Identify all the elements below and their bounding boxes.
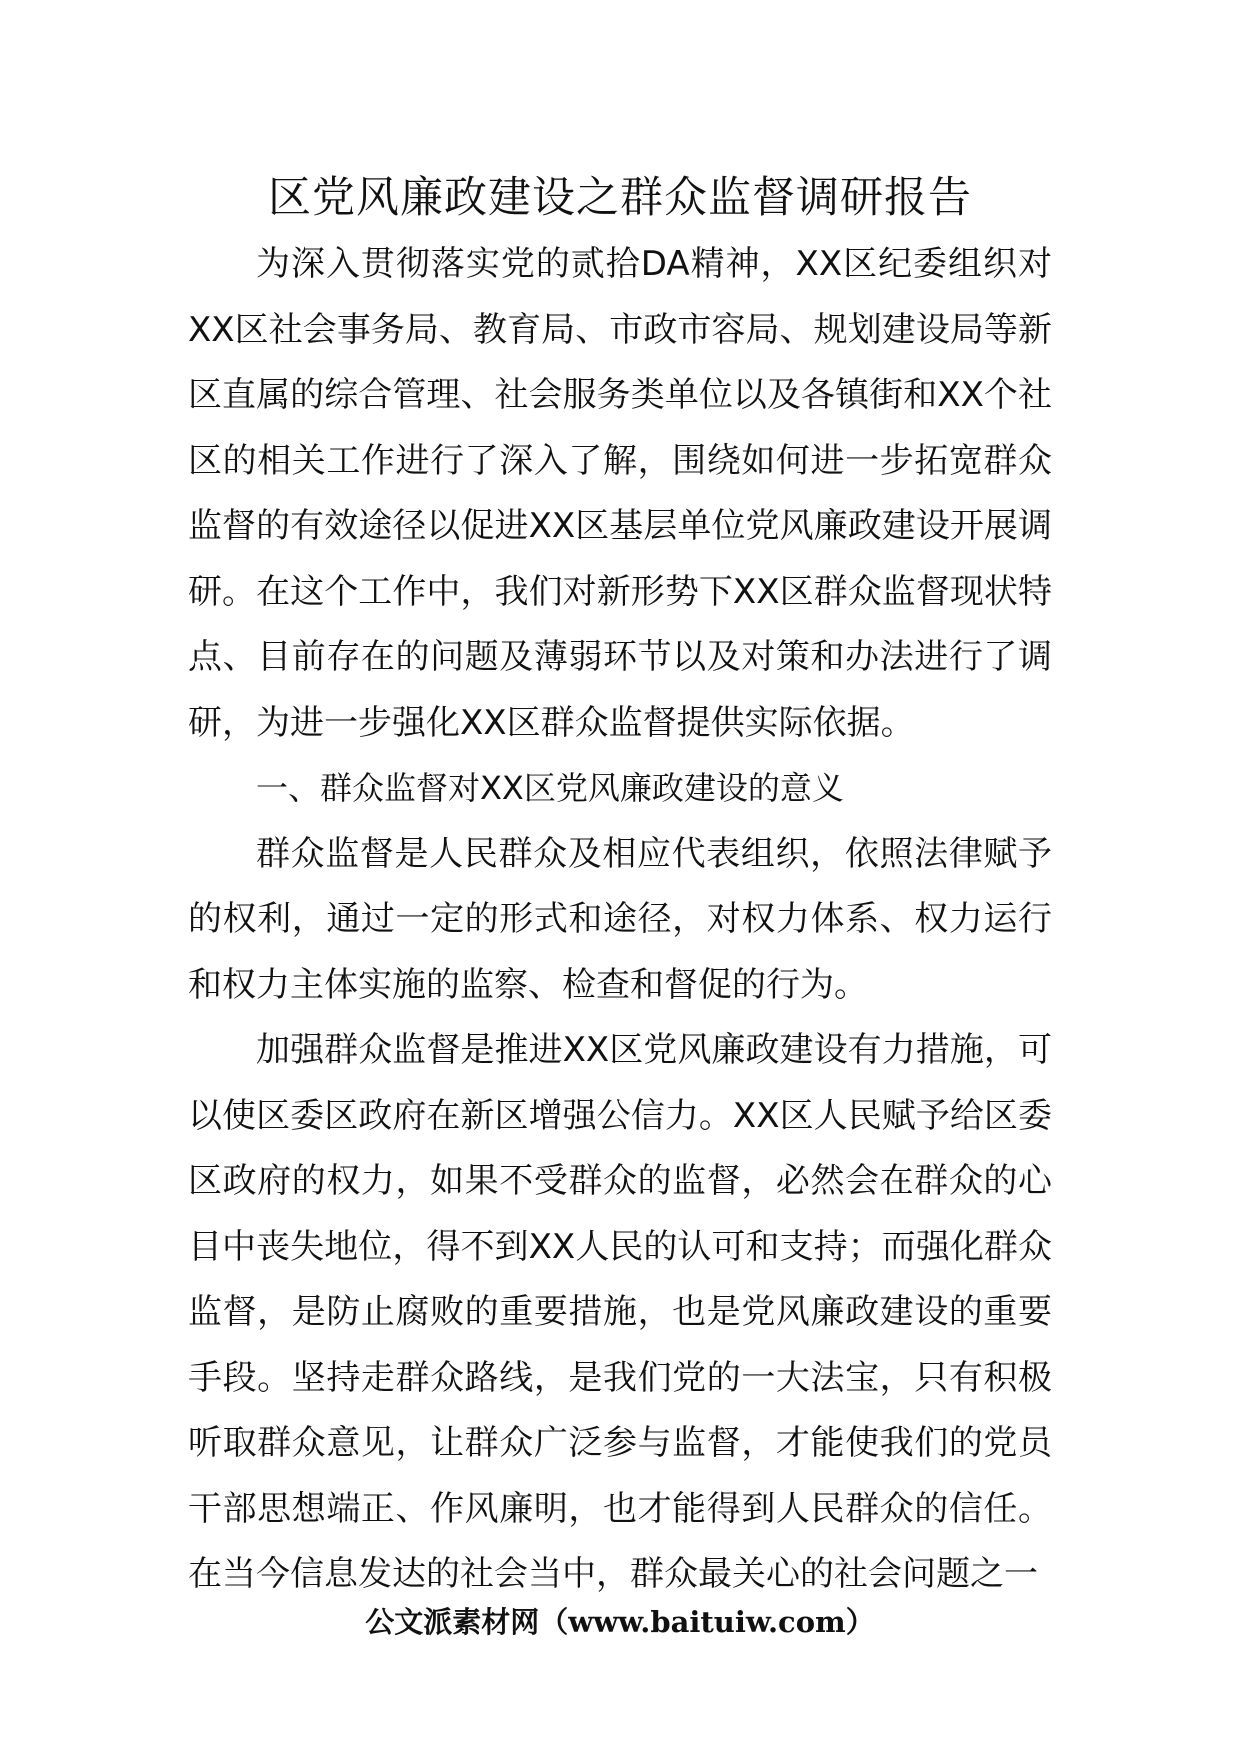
source-watermark-footer: 公文派素材网（www.baituiw.com） — [365, 1605, 875, 1639]
section-heading-1: 一、群众监督对XX区党风廉政建设的意义 — [256, 769, 844, 807]
importance-paragraph: 加强群众监督是推进XX区党风廉政建设有力措施，可以使区委区政府在新区增强公信力。XX区人民赋予给区委区政府的权力，如果不受群众的监督，必然会在群众的心目中丧失地位，得不到XX人民的认可和支持；而强化群众监督，是防止腐败的重要措施，也是党风廉政建设的重要手段。坚持走群众路线，是我们党的一大法宝，只有积极听取群众意见，让群众广泛参与监督，才能使我们的党员干部思想端正、作风廉明，也才能得到人民群众的信任。在当今信息发达的社会当中，群众最关心的社会问题之一 — [188, 1030, 1052, 1594]
document-title: 区党风廉政建设之群众监督调研报告 — [268, 173, 972, 223]
intro-paragraph: 为深入贯彻落实党的贰拾DA精神，XX区纪委组织对XX区社会事务局、教育局、市政市容局、规划建设局等新区直属的综合管理、社会服务类单位以及各镇街和XX个社区的相关工作进行了深入了解，围绕如何进一步拓宽群众监督的有效途径以促进XX区基层单位党风廉政建设开展调研。在这个工作中，我们对新形势下XX区群众监督现状特点、目前存在的问题及薄弱环节以及对策和办法进行了调研，为进一步强化XX区群众监督提供实际依据。 — [188, 244, 1052, 743]
definition-paragraph: 群众监督是人民群众及相应代表组织，依照法律赋予的权利，通过一定的形式和途径，对权力体系、权力运行和权力主体实施的监察、检查和督促的行为。 — [188, 833, 1052, 1005]
document-body — [188, 232, 1052, 1608]
